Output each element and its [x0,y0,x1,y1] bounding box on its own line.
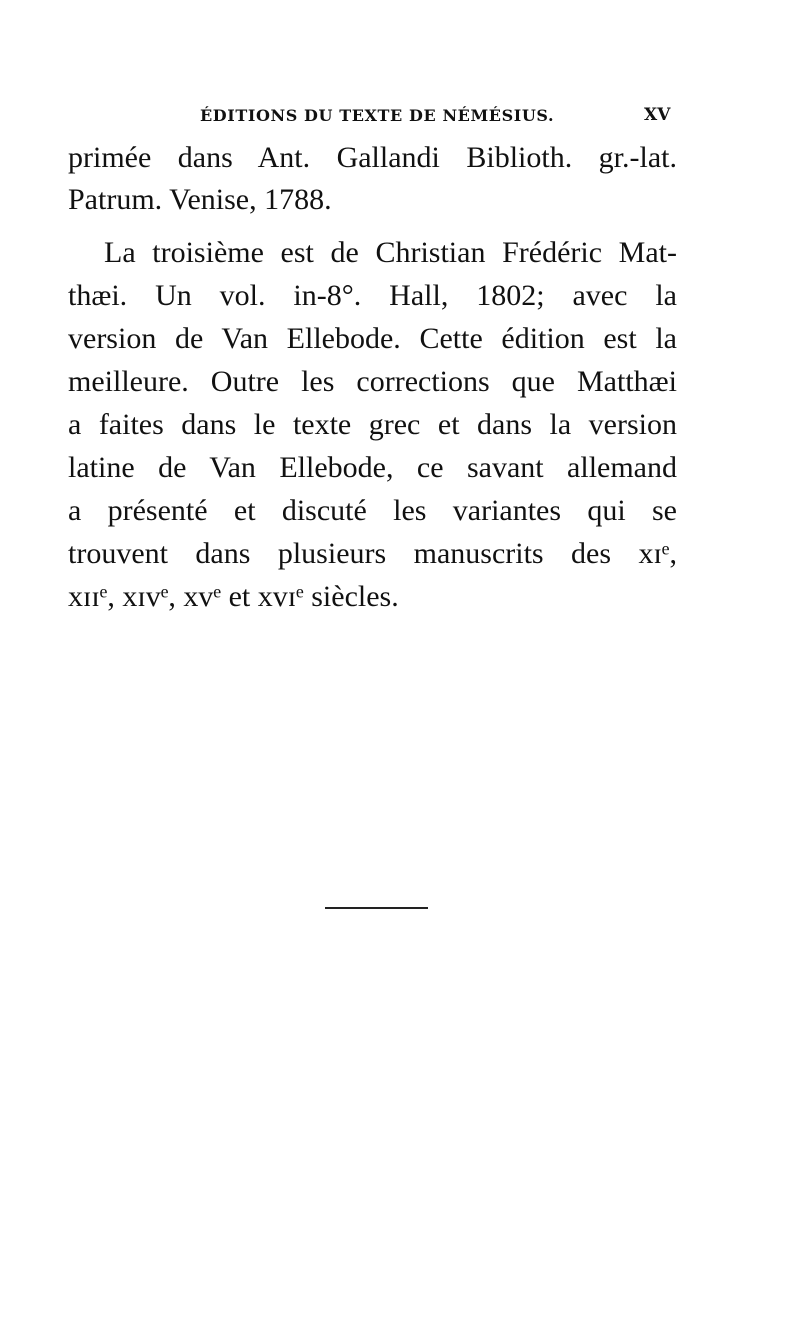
section-rule [325,907,428,909]
text-line: primée dans Ant. Gallandi Biblioth. gr.-lat. [68,141,677,174]
text-line: La troisième est de Christian Frédéric Mat- [104,236,677,269]
text-line: a faites dans le texte grec et dans la version [68,408,677,441]
text-line: meilleure. Outre les corrections que Matthæi [68,365,677,398]
text-line: thæi. Un vol. in-8°. Hall, 1802; avec la [68,279,677,312]
text-line: Patrum. Venise, 1788. [68,183,332,216]
text-line: trouvent dans plusieurs manuscrits des xɪᵉ, [68,537,677,570]
running-title: ÉDITIONS DU TEXTE DE NÉMÉSIUS. [200,106,555,125]
text-line: latine de Van Ellebode, ce savant allemand [68,451,677,484]
text-line: version de Van Ellebode. Cette édition est la [68,322,677,355]
text-line: xɪɪᵉ, xɪvᵉ, xvᵉ et xvɪᵉ siècles. [68,580,399,613]
page-number: XV [644,105,671,125]
text-line: a présenté et discuté les variantes qui se [68,494,677,527]
